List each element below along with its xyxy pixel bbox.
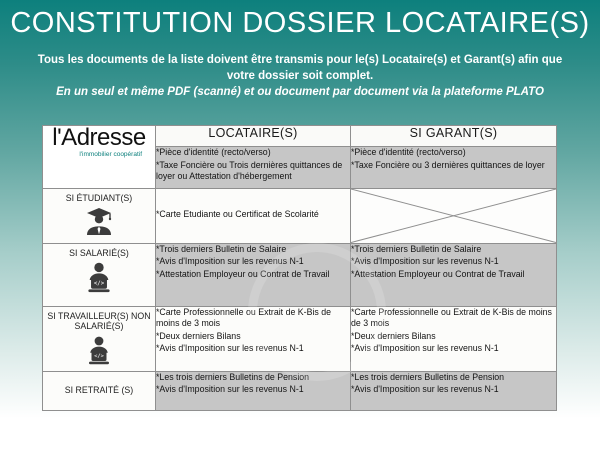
row-label-text: SI RETRAITÉ (S) [64, 385, 134, 396]
doc-line: *Avis d'Imposition sur les revenus N-1 [156, 384, 304, 395]
doc-line: *Avis d'Imposition sur les revenus N-1 [156, 256, 304, 267]
doc-line: *Carte Etudiante ou Certificat de Scolarité [156, 209, 319, 220]
retraite-locataire-cell [156, 371, 351, 410]
row-label-salarie [43, 243, 156, 306]
travailleur-garant-cell [351, 306, 557, 371]
doc-line: *Avis d'Imposition sur les revenus N-1 [351, 384, 499, 395]
not-applicable-cross-icon [351, 189, 556, 243]
doc-line: *Deux derniers Bilans [156, 330, 241, 341]
doc-line: *Taxe Foncière ou 3 dernières quittances de loyer [351, 159, 545, 170]
column-header-locataire: LOCATAIRE(S) [156, 126, 351, 147]
freelancer-laptop-icon [43, 334, 155, 371]
identity-locataire-cell [156, 147, 351, 189]
page-title: CONSTITUTION DOSSIER LOCATAIRE(S) [10, 7, 590, 39]
page-note-italic: En un seul et même PDF (scanné) et ou document par document via la plateforme PLATO [56, 86, 544, 98]
doc-line: *Carte Professionnelle ou Extrait de K-Bis de moins de 3 mois [351, 306, 552, 329]
doc-line: *Trois derniers Bulletin de Salaire [351, 243, 482, 254]
agency-logo-tagline: l'immobilier coopératif [79, 151, 142, 158]
travailleur-locataire-cell [156, 306, 351, 371]
doc-line: *Avis d'Imposition sur les revenus N-1 [156, 343, 304, 354]
row-label-etudiant [43, 189, 156, 244]
doc-line: *Pièce d'identité (recto/verso) [156, 147, 271, 157]
retraite-garant-cell [351, 371, 557, 410]
etudiant-locataire-cell [156, 189, 351, 244]
agency-logo: l'Adresse [52, 124, 146, 151]
table-row [43, 243, 557, 306]
identity-garant-cell [351, 147, 557, 189]
salarie-locataire-cell [156, 243, 351, 306]
doc-line: *Les trois derniers Bulletins de Pension [351, 371, 505, 382]
doc-line: *Pièce d'identité (recto/verso) [351, 147, 466, 157]
table-row [43, 306, 557, 371]
doc-line: *Taxe Foncière ou Trois dernières quittances de loyer ou Attestation d'hébergement [156, 159, 343, 182]
column-header-garant: SI GARANT(S) [351, 126, 557, 147]
student-icon [43, 206, 155, 243]
svg-text:</>: </> [93, 281, 105, 288]
doc-line: *Avis d'Imposition sur les revenus N-1 [351, 256, 499, 267]
employee-laptop-icon [43, 260, 155, 299]
etudiant-garant-crossed-cell [351, 189, 557, 244]
svg-text:</>: </> [94, 353, 104, 360]
page-subtitle: Tous les documents de la liste doivent être transmis pour le(s) Locataire(s) et Garant(s) afin que votre dossier soit complet. [37, 54, 563, 82]
doc-line: *Avis d'Imposition sur les revenus N-1 [351, 343, 499, 354]
doc-line: *Trois derniers Bulletin de Salaire [156, 243, 287, 254]
doc-line: *Attestation Employeur ou Contrat de Travail [351, 268, 525, 279]
row-label-text: SI TRAVAILLEUR(S) NON SALARIÉ(S) [47, 310, 151, 332]
doc-line: *Attestation Employeur ou Contrat de Travail [156, 268, 330, 279]
doc-line: *Les trois derniers Bulletins de Pension [156, 371, 310, 382]
row-label-travailleur [43, 306, 156, 371]
row-label-retraite [43, 371, 156, 410]
doc-line: *Deux derniers Bilans [351, 330, 436, 341]
documents-table [42, 125, 557, 411]
row-label-text: SI SALARIÉ(S) [69, 247, 129, 258]
table-row [43, 371, 557, 410]
doc-line: *Carte Professionnelle ou Extrait de K-Bis de moins de 3 mois [156, 306, 332, 329]
agency-logo-cell [43, 126, 156, 189]
row-label-text: SI ÉTUDIANT(S) [65, 193, 133, 203]
table-row [43, 189, 557, 244]
salarie-garant-cell [351, 243, 557, 306]
